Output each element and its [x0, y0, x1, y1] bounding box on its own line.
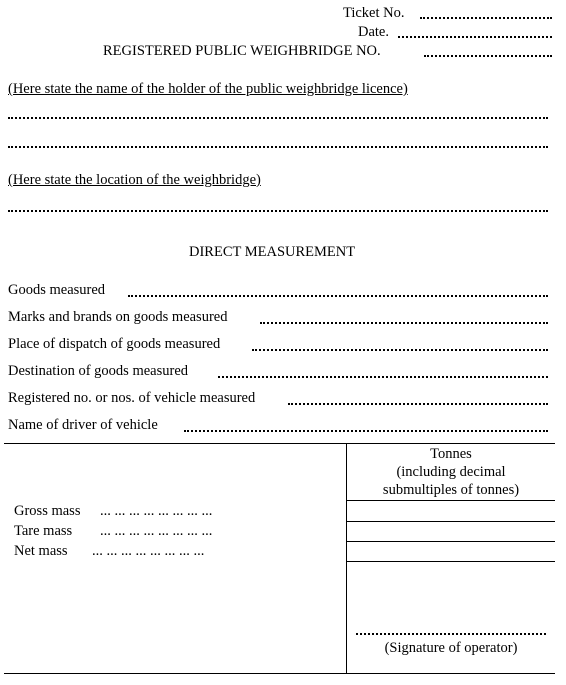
- gross-mass-label: Gross mass: [14, 503, 81, 519]
- place-of-dispatch-field[interactable]: [252, 349, 548, 351]
- goods-measured-label: Goods measured: [8, 282, 106, 298]
- location-instruction: (Here state the location of the weighbridge): [8, 172, 261, 188]
- table-bottom-rule: [4, 673, 555, 674]
- holder-name-line-1[interactable]: [8, 117, 548, 119]
- place-of-dispatch-label: Place of dispatch of goods measured: [8, 336, 221, 352]
- tare-mass-value-cell[interactable]: [347, 522, 555, 541]
- operator-signature-field[interactable]: [356, 633, 546, 635]
- goods-measured-field[interactable]: [128, 295, 548, 297]
- tonnes-header-line-1: Tonnes: [430, 446, 472, 462]
- net-mass-dots: ... ... ... ... ... ... ... ...: [92, 543, 205, 559]
- tonnes-header-line-2: (including decimal: [396, 464, 506, 480]
- driver-name-label: Name of driver of vehicle: [8, 417, 158, 433]
- vehicle-registration-field[interactable]: [288, 403, 548, 405]
- date-label: Date.: [358, 24, 389, 40]
- driver-name-field[interactable]: [184, 430, 548, 432]
- holder-instruction: (Here state the name of the holder of the public weighbridge licence): [8, 81, 408, 97]
- registered-weighbridge-label: REGISTERED PUBLIC WEIGHBRIDGE NO.: [103, 43, 381, 59]
- date-field[interactable]: [398, 36, 552, 38]
- vehicle-registration-label: Registered no. or nos. of vehicle measured: [8, 390, 256, 406]
- gross-mass-dots: ... ... ... ... ... ... ... ...: [100, 503, 213, 519]
- tare-mass-dots: ... ... ... ... ... ... ... ...: [100, 523, 213, 539]
- holder-name-line-2[interactable]: [8, 146, 548, 148]
- net-mass-value-cell[interactable]: [347, 542, 555, 561]
- table-top-rule: [4, 443, 555, 444]
- net-mass-label: Net mass: [14, 543, 68, 559]
- marks-brands-field[interactable]: [260, 322, 548, 324]
- destination-label: Destination of goods measured: [8, 363, 189, 379]
- marks-brands-label: Marks and brands on goods measured: [8, 309, 228, 325]
- tonnes-header-line-3: submultiples of tonnes): [382, 482, 520, 498]
- gross-mass-value-cell[interactable]: [347, 501, 555, 521]
- signature-label: (Signature of operator): [384, 640, 518, 656]
- destination-field[interactable]: [218, 376, 548, 378]
- section-title: DIRECT MEASUREMENT: [189, 244, 356, 260]
- net-mass-rule: [347, 561, 555, 562]
- tare-mass-label: Tare mass: [14, 523, 73, 539]
- ticket-number-field[interactable]: [420, 17, 552, 19]
- location-line[interactable]: [8, 210, 548, 212]
- ticket-label: Ticket No.: [343, 5, 405, 21]
- registered-weighbridge-number-field[interactable]: [424, 55, 552, 57]
